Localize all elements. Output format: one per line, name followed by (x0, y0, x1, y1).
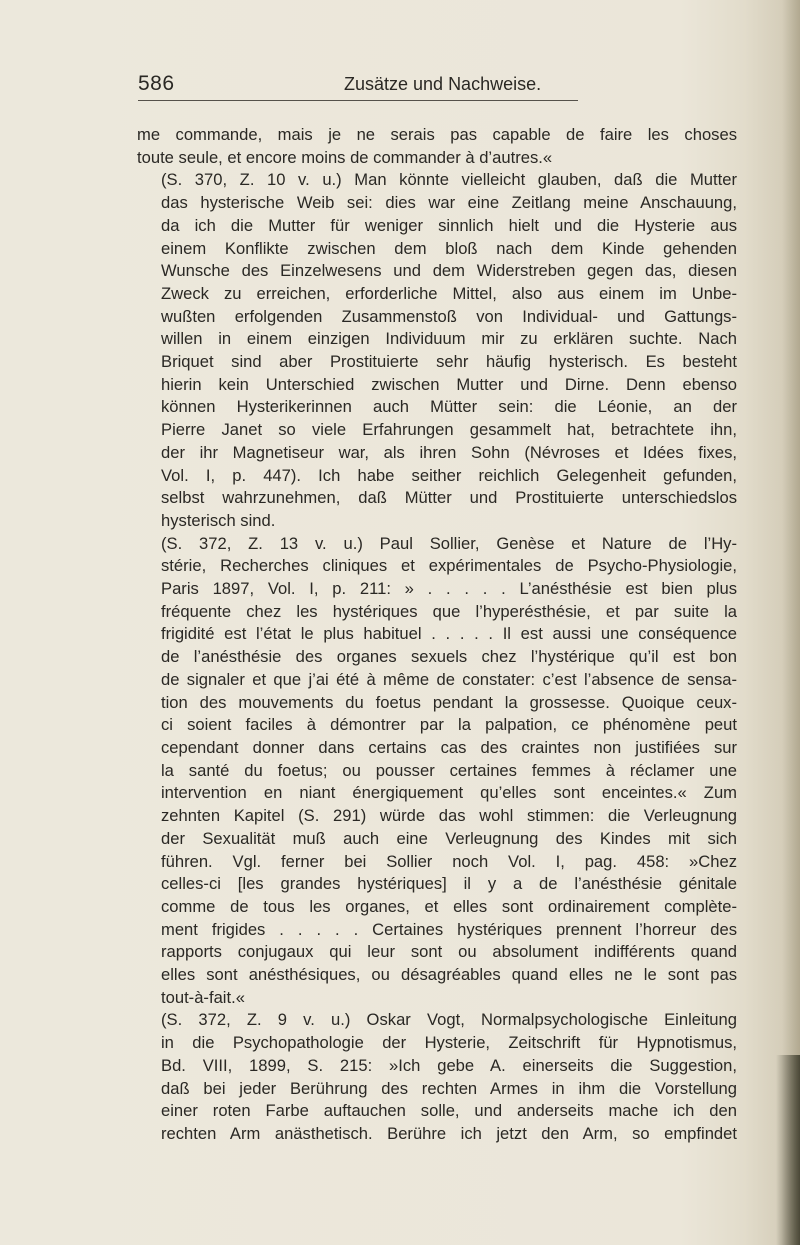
text-line: elles sont anésthésiques, ou désagréables quand elles ne le sont pas (161, 965, 737, 985)
text-line: la santé du foetus; ou pousser certaines femmes à réclamer une (161, 760, 737, 780)
text-line: selbst wahrzunehmen, daß Mütter und Prostituierte unterschiedslos (161, 488, 737, 508)
text-line: willen in einem einzigen Individuum mir zu erklären suchte. Nach (161, 329, 737, 349)
text-line: Vol. I, p. 447). Ich habe seither reichlich Gelegenheit gefunden, (161, 465, 737, 485)
text-line: Wunsche des Einzelwesens und dem Widerstreben gegen das, diesen (161, 261, 737, 281)
text-line: tout-à-fait.« (161, 987, 245, 1007)
text-line: da ich die Mutter für weniger sinnlich hielt und die Hysterie aus (161, 215, 737, 235)
text-line: zehnten Kapitel (S. 291) würde das wohl stimmen: die Verleugnung (161, 806, 737, 826)
text-line: das hysterische Weib sei: dies war eine Zeitlang meine Anschauung, (161, 193, 737, 213)
text-line: Zweck zu erreichen, erforderliche Mittel, also aus einem im Unbe- (161, 283, 737, 303)
text-line: ment frigides . . . . . Certaines hystériques prennent l’horreur des (161, 919, 737, 939)
paragraph (137, 169, 737, 532)
text-line: einer roten Farbe auftauchen solle, und anderseits mache ich den (161, 1101, 737, 1121)
text-line: daß bei jeder Berührung des rechten Armes in ihm die Vorstellung (161, 1078, 737, 1098)
text-line: cependant donner dans certains cas des craintes non justifiées sur (161, 737, 737, 757)
text-line: können Hysterikerinnen auch Mütter sein: die Léonie, an der (161, 397, 737, 417)
text-line: toute seule, et encore moins de commander à d’autres.« (137, 147, 553, 167)
text-line: frigidité est l’état le plus habituel . . . . . Il est aussi une conséquence (161, 624, 737, 644)
text-line: Bd. VIII, 1899, S. 215: »Ich gebe A. einerseits die Suggestion, (161, 1055, 737, 1075)
text-line: me commande, mais je ne serais pas capable de faire les choses (137, 125, 737, 144)
text-line: (S. 372, Z. 9 v. u.) Oskar Vogt, Normalpsychologische Einleitung (161, 1010, 737, 1030)
body-text (137, 124, 737, 1146)
text-line: (S. 372, Z. 13 v. u.) Paul Sollier, Genèse et Nature de l’Hy- (161, 533, 737, 553)
paragraph (137, 124, 737, 169)
text-line: der ihr Magnetiseur war, als ihren Sohn (Névroses et Idées fixes, (161, 442, 737, 462)
header-title: Zusätze und Nachweise. (344, 74, 542, 94)
text-line: der Sexualität muß auch eine Verleugnung des Kindes mit sich (161, 828, 737, 848)
text-line: intervention en niant énergiquement qu’elles sont enceintes.« Zum (161, 783, 737, 803)
text-line: celles-ci [les grandes hystériques] il y a de l’anésthésie génitale (161, 874, 737, 894)
page-corner-shadow (776, 1055, 800, 1245)
text-line: fréquente chez les hystériques que l’hyperésthésie, et par suite la (161, 601, 737, 621)
text-line: rechten Arm anästhetisch. Berühre ich jetzt den Arm, so empfindet (161, 1123, 737, 1143)
page-number: 586 (138, 72, 175, 95)
text-line: comme de tous les organes, et elles sont ordinairement complète- (161, 896, 737, 916)
text-line: wußten erfolgenden Zusammenstoß von Individual- und Gattungs- (161, 306, 737, 326)
text-line: tion des mouvements du foetus pendant la grossesse. Quoique ceux- (161, 692, 737, 712)
text-line: hysterisch sind. (161, 510, 276, 530)
paragraph (137, 1009, 737, 1145)
text-line: Pierre Janet so viele Erfahrungen gesammelt hat, betrachtete ihn, (161, 420, 737, 440)
text-line: (S. 370, Z. 10 v. u.) Man könnte vielleicht glauben, daß die Mutter (161, 170, 737, 190)
text-line: in die Psychopathologie der Hysterie, Zeitschrift für Hypnotismus, (161, 1033, 737, 1053)
text-line: ci soient faciles à démontrer par la palpation, ce phénomène peut (161, 715, 737, 735)
header-rule (138, 100, 578, 101)
text-line: Paris 1897, Vol. I, p. 211: » . . . . . L’anésthésie est bien plus (161, 579, 737, 599)
text-line: de l’anésthésie des organes sexuels chez l’hystérique qu’il est bon (161, 647, 737, 667)
text-line: einem Konflikte zwischen dem bloß nach dem Kinde gehenden (161, 238, 737, 258)
text-line: führen. Vgl. ferner bei Sollier noch Vol. I, pag. 458: »Chez (161, 851, 737, 871)
text-line: rapports conjugaux qui leur sont ou absolument indifférents quand (161, 942, 737, 962)
text-line: stérie, Recherches cliniques et expérimentales de Psycho-Physiologie, (161, 556, 737, 576)
paragraph (137, 533, 737, 1010)
text-line: Briquet sind aber Prostituierte sehr häufig hysterisch. Es besteht (161, 352, 737, 372)
text-line: hierin kein Unterschied zwischen Mutter und Dirne. Denn ebenso (161, 374, 737, 394)
text-line: de signaler et que j’ai été à même de constater: c’est l’absence de sensa- (161, 669, 737, 689)
